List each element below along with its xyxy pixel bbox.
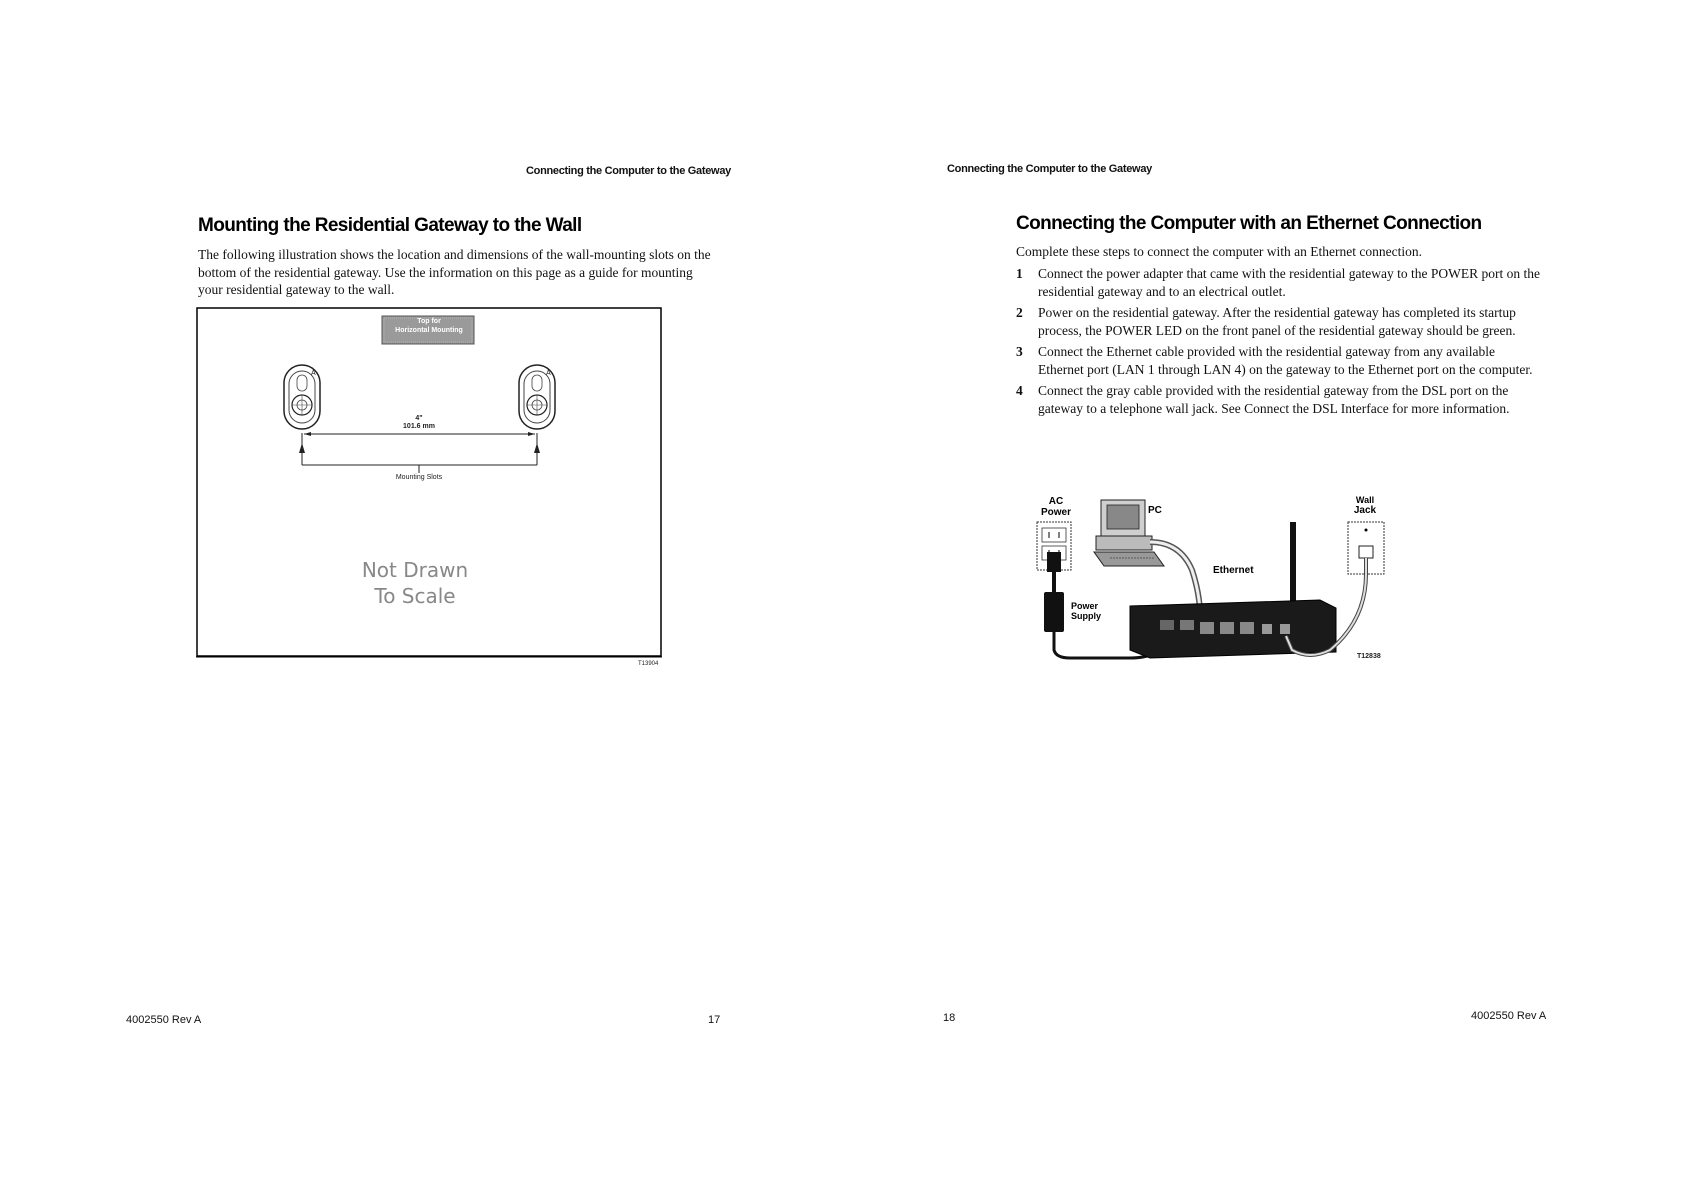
right-page-heading: Connecting the Computer with an Ethernet Connection	[1016, 213, 1482, 234]
step-item	[1016, 304, 1540, 339]
dimension-mm: 101.6 mm	[403, 423, 435, 430]
mounting-slots-label: Mounting Slots	[395, 474, 443, 481]
step-number: 4	[1016, 383, 1023, 398]
step-item	[1016, 343, 1540, 378]
right-page-number: 18	[943, 1012, 956, 1024]
right-footer-doc-id: 4002550 Rev A	[1471, 1010, 1547, 1022]
svg-text:A: A	[546, 370, 551, 377]
antenna-icon	[1290, 522, 1296, 602]
step-number: 2	[1016, 305, 1023, 320]
right-figure-id: T12838	[1357, 653, 1381, 660]
svg-text:A: A	[311, 370, 316, 377]
steps-list	[1016, 265, 1540, 421]
left-intro-paragraph: The following illustration shows the location and dimensions of the wall-mounting slots on the bottom of the residential gateway. Use the information on this page as a guide for mounting your residential gateway to the wall.	[198, 247, 711, 297]
wall-jack-label-line1: Wall	[1355, 495, 1375, 505]
ac-power-label-line1: AC	[1048, 496, 1064, 507]
connection-diagram-drawing	[1030, 490, 1390, 670]
connection-diagram	[1030, 490, 1390, 670]
step-number: 3	[1016, 344, 1023, 359]
right-intro-paragraph: Complete these steps to connect the computer with an Ethernet connection.	[1016, 244, 1423, 259]
wall-jack-label-line2: Jack	[1353, 505, 1377, 516]
ac-power-label-line2: Power	[1040, 507, 1071, 518]
left-figure-id: T13904	[638, 661, 659, 667]
power-supply-icon	[1044, 592, 1064, 632]
step-item	[1016, 265, 1540, 300]
to-scale-label: To Scale	[374, 584, 456, 608]
left-footer-doc-id: 4002550 Rev A	[126, 1014, 202, 1026]
left-page-heading: Mounting the Residential Gateway to the Wall	[198, 215, 582, 236]
step-number: 1	[1016, 266, 1023, 281]
not-drawn-label: Not Drawn	[361, 558, 469, 582]
step-item	[1016, 382, 1540, 417]
power-supply-label-line1: Power	[1071, 601, 1099, 611]
power-supply-label-line2: Supply	[1071, 611, 1102, 621]
top-label-line2: Horizontal Mounting	[395, 327, 463, 334]
pc-label: PC	[1148, 505, 1162, 516]
right-running-header: Connecting the Computer to the Gateway	[947, 163, 1152, 175]
step-text: Connect the power adapter that came with the residential gateway to the POWER port on the residential gateway and to an electrical outlet.	[1038, 266, 1540, 299]
step-text: Power on the residential gateway. After the residential gateway has completed its startup process, the POWER LED on the front panel of the residential gateway should be green.	[1038, 305, 1516, 338]
ethernet-label: Ethernet	[1213, 565, 1254, 576]
top-label-line1: Top for	[417, 318, 441, 325]
step-text: Connect the gray cable provided with the residential gateway from the DSL port on the gateway to a telephone wall jack. See Connect the DSL Interface for more information.	[1038, 383, 1510, 416]
step-text: Connect the Ethernet cable provided with the residential gateway from any available Ethernet port (LAN 1 through LAN 4) on the gateway to the Ethernet port on the computer.	[1038, 344, 1533, 377]
dimension-inches: 4"	[415, 415, 423, 422]
left-page-number: 17	[708, 1014, 721, 1026]
left-running-header: Connecting the Computer to the Gateway	[526, 165, 731, 177]
